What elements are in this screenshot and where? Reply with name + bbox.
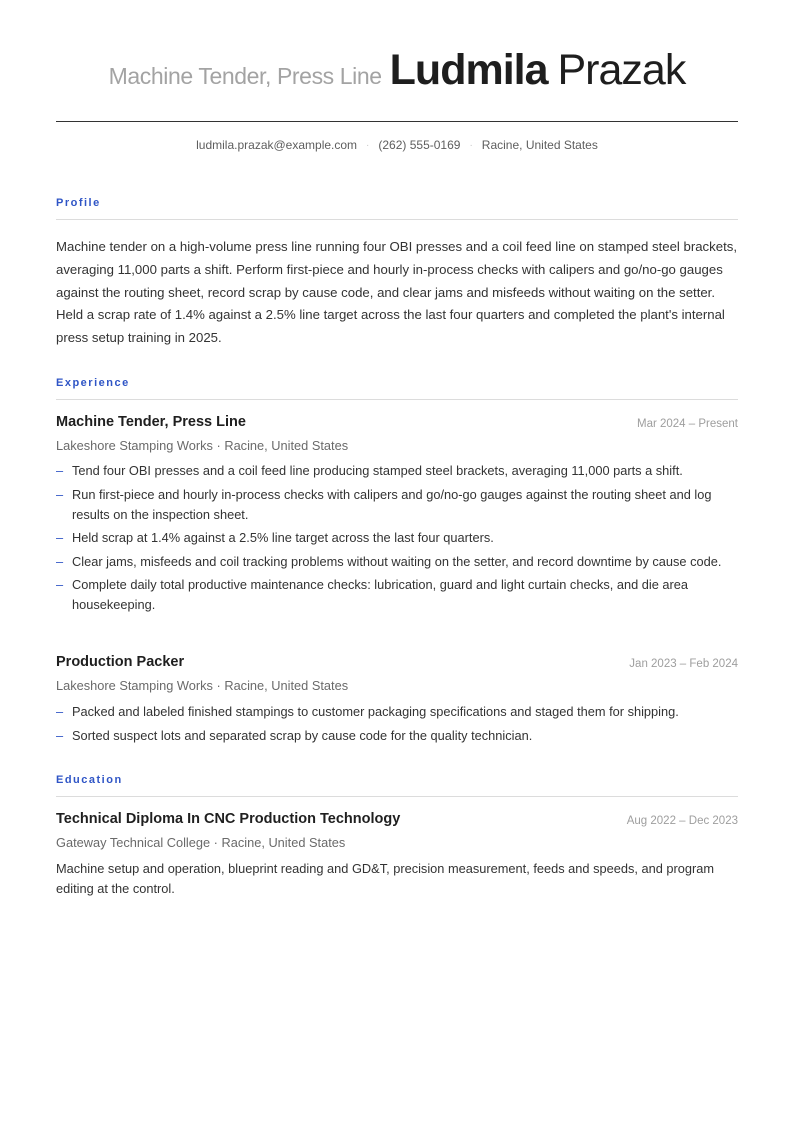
list-item: – Sorted suspect lots and separated scrap by cause code for the quality technician.	[56, 726, 738, 746]
section-divider	[56, 796, 738, 797]
job-title: Machine Tender, Press Line	[56, 414, 246, 430]
job-employer: Lakeshore Stamping Works · Racine, United States	[56, 678, 349, 693]
education-description: Machine setup and operation, blueprint reading and GD&T, precision measurement, feeds and speeds, and program editing at the control.	[56, 861, 715, 896]
job-employer: Lakeshore Stamping Works · Racine, United States	[56, 438, 349, 453]
job-bullet-list	[56, 702, 738, 749]
bullet-dash-icon: –	[56, 727, 64, 743]
job-title: Production Packer	[56, 654, 185, 670]
list-item: – Run first-piece and hourly in-process checks with calipers and go/no-go gauges against the routing sheet and log results on the inspection sheet.	[56, 486, 712, 522]
resume-header	[56, 46, 738, 106]
section-divider	[56, 219, 738, 220]
education-dates: Aug 2022 – Dec 2023	[626, 815, 738, 827]
list-item: – Complete daily total productive maintenance checks: lubrication, guard and light curtain checks, and die area housekeeping.	[56, 577, 689, 612]
bullet-dash-icon: –	[56, 486, 64, 502]
header-divider	[56, 121, 738, 122]
bullet-dash-icon: –	[56, 530, 64, 545]
contact-email[interactable]: ludmila.prazak@example.com	[196, 138, 358, 152]
list-item: – Held scrap at 1.4% against a 2.5% line target across the last four quarters.	[56, 528, 738, 548]
list-item: – Clear jams, misfeeds and coil tracking problems without waiting on the setter, and record downtime by cause code.	[56, 552, 738, 572]
profile-summary: Machine tender on a high-volume press line running four OBI presses and a coil feed line on stamped steel brackets, averaging 11,000 parts a shift. Perform first-piece and hourly in-process checks with calipers and go/no-go gauges against the routing sheet, record scrap by cause code, and clear jams and misfeeds without waiting on the setter. Held a scrap rate of 1.4% against a 2.5% line target across the last four quarters and completed the plant's internal press setup training in 2025.	[56, 239, 738, 346]
job-role-title: Machine Tender, Press Line	[108, 63, 382, 89]
contact-phone[interactable]: (262) 555-0169	[378, 138, 461, 152]
first-name: Ludmila	[389, 46, 548, 94]
contact-separator: ·	[469, 140, 473, 151]
section-title-experience: Experience	[56, 377, 130, 389]
bullet-dash-icon: –	[56, 553, 64, 569]
last-name: Prazak	[557, 46, 686, 94]
bullet-dash-icon: –	[56, 463, 64, 478]
school-name: Gateway Technical College · Racine, United States	[56, 835, 346, 850]
degree-title: Technical Diploma In CNC Production Technology	[56, 811, 401, 827]
list-item: – Packed and labeled finished stampings to customer packaging specifications and staged them for shipping.	[56, 702, 738, 722]
section-title-education: Education	[56, 774, 123, 786]
contact-separator: ·	[366, 140, 370, 151]
contact-line	[56, 138, 738, 152]
job-dates: Mar 2024 – Present	[636, 418, 738, 430]
section-title-profile: Profile	[56, 197, 101, 209]
list-item: – Tend four OBI presses and a coil feed line producing stamped steel brackets, averaging 11,000 parts a shift.	[56, 461, 738, 481]
job-dates: Jan 2023 – Feb 2024	[629, 658, 738, 670]
bullet-dash-icon: –	[56, 577, 64, 592]
bullet-dash-icon: –	[56, 704, 64, 719]
job-bullet-list	[56, 461, 738, 619]
section-divider	[56, 399, 738, 400]
contact-location: Racine, United States	[481, 138, 598, 152]
